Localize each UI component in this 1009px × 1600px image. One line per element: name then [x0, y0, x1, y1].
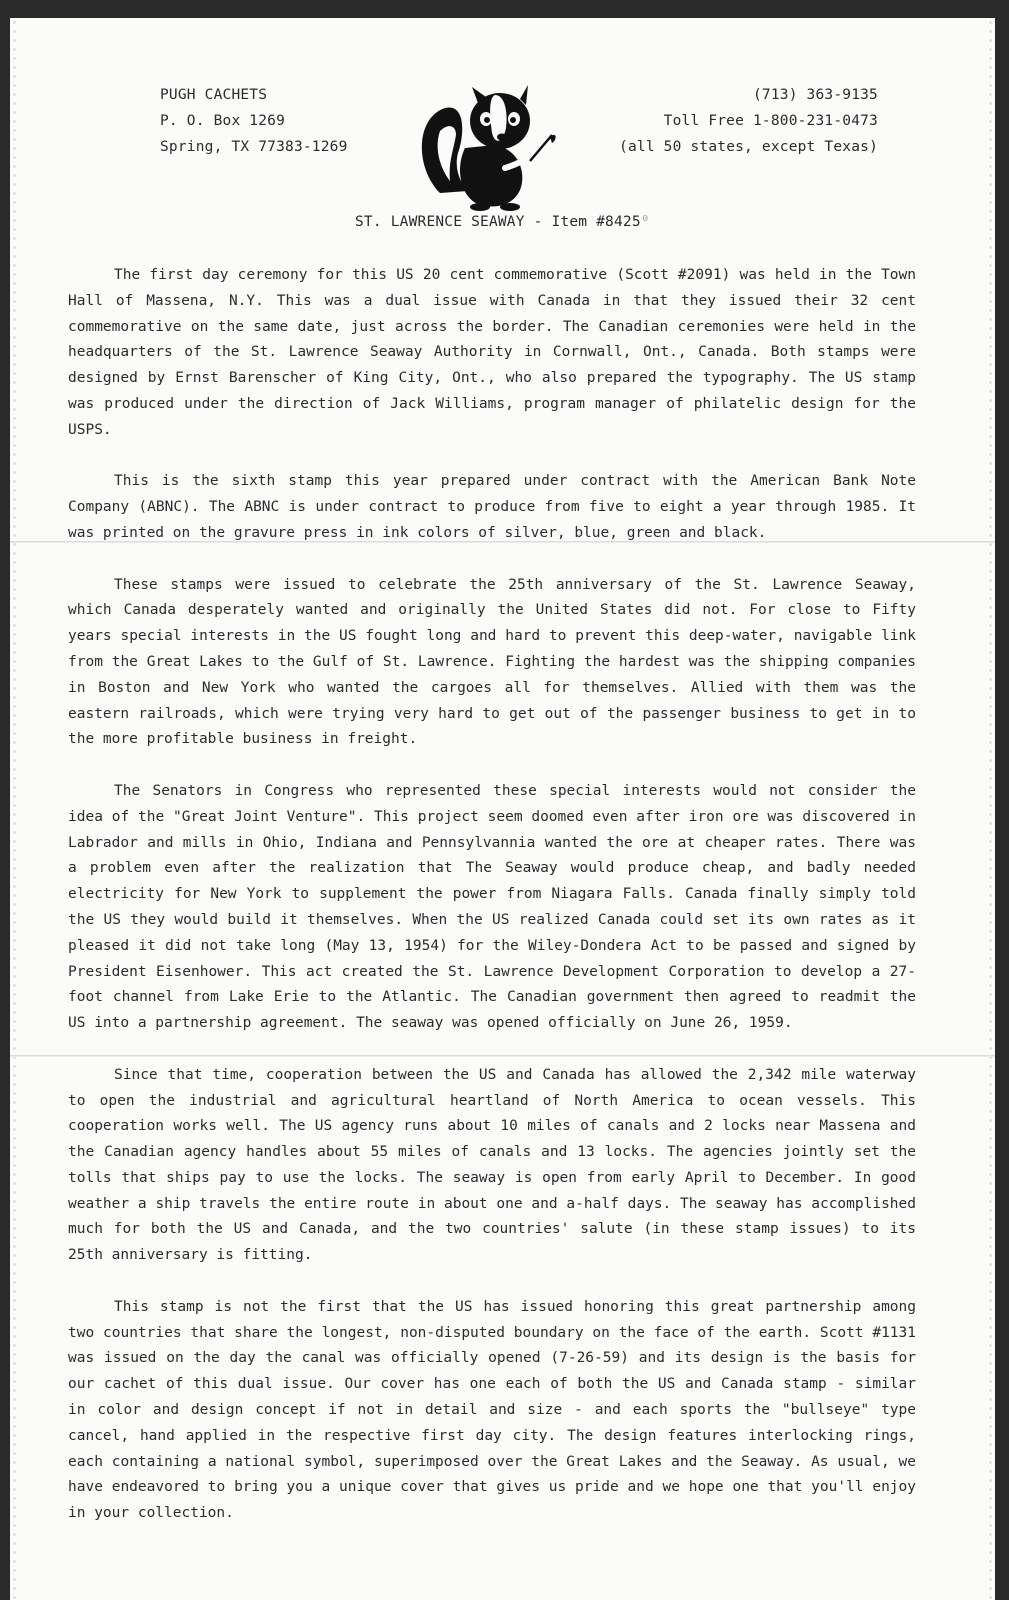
letter-body: [68, 263, 916, 1553]
handwritten-mark: ⁰: [640, 212, 650, 230]
letter-page: [10, 18, 995, 1600]
paragraph: Since that time, cooperation between the US and Canada has allowed the 2,342 mile waterway to open the industrial and agricultural heartland of North America to ocean vessels. This cooperation works well. The US agency runs about 10 miles of canals and 2 locks near Massena and the Canadian agency handles about 55 miles of canals and 13 locks. The agencies jointly set the tolls that ships pay to use the locks. The seaway is open from early April to December. In good weather a ship travels the entire route in about one and a-half days. The seaway has accomplished much for both the US and Canada, and the two countries' salute (in these stamp issues) to its 25th anniversary is fitting.: [68, 1066, 916, 1264]
toll-free-note: (all 50 states, except Texas): [619, 139, 878, 155]
company-address: [160, 82, 348, 160]
right-perforation: [988, 18, 993, 1600]
skunk-logo: [410, 73, 560, 213]
company-name: PUGH CACHETS: [160, 87, 268, 103]
paragraph: This stamp is not the first that the US has issued honoring this great partnership among two countries that share the longest, non-disputed boundary on the face of the earth. Scott #1131 was issued on the day the canal was officially opened (7-26-59) and its design is the basis for our cachet of this dual issue. Our cover has one each of both the US and Canada stamp - similar in color and design concept if not in detail and size - and each sports the "bullseye" type cancel, hand applied in the respective first day city. The design features interlocking rings, each containing a national symbol, superimposed over the Great Lakes and the Seaway. As usual, we have endeavored to bring you a unique cover that gives us pride and we hope one that you'll enjoy in your collection.: [68, 1298, 916, 1522]
paragraph: This is the sixth stamp this year prepared under contract with the American Bank Note Company (ABNC). The ABNC is under contract to produce from five to eight a year through 1985. It was printed on the gravure press in ink colors of silver, blue, green and black.: [68, 473, 916, 541]
title-text: ST. LAWRENCE SEAWAY - Item #8425: [355, 214, 641, 230]
city-state-zip: Spring, TX 77383-1269: [160, 139, 348, 155]
paragraph: The first day ceremony for this US 20 cent commemorative (Scott #2091) was held in the Town Hall of Massena, N.Y. This was a dual issue with Canada in that they issued their 32 cent commemorative on the same date, just across the border. The Canadian ceremonies were held in the headquarters of the St. Lawrence Seaway Authority in Cornwall, Ont., Canada. Both stamps were designed by Ernst Barenscher of King City, Ont., who also prepared the typography. The US stamp was produced under the direction of Jack Williams, program manager of philatelic design for the USPS.: [68, 267, 916, 438]
contact-phones: [619, 82, 878, 160]
toll-free-number: Toll Free 1-800-231-0473: [663, 113, 878, 129]
paragraph: The Senators in Congress who represented these special interests would not consider the idea of the "Great Joint Venture". This project seem doomed even after iron ore was discovered in Labrador and mills in Ohio, Indiana and Pennsylvannia wanted the ore at cheaper rates. There was a problem even after the realization that The Seaway would produce cheap, and badly needed electricity for New York to supplement the power from Niagara Falls. Canada finally simply told the US they would build it themselves. When the US realized Canada could set its own rates as it pleased it did not take long (May 13, 1954) for the Wiley-Dondera Act to be passed and signed by President Eisenhower. This act created the St. Lawrence Development Corporation to develop a 27-foot channel from Lake Erie to the Atlantic. The Canadian government then agreed to readmit the US into a partnership agreement. The seaway was opened officially on June 26, 1959.: [68, 782, 916, 1032]
left-perforation: [12, 18, 17, 1600]
po-box: P. O. Box 1269: [160, 113, 286, 129]
phone-number: (713) 363-9135: [752, 87, 878, 103]
document-title: [10, 212, 995, 230]
paragraph: These stamps were issued to celebrate the 25th anniversary of the St. Lawrence Seaway, which Canada desperately wanted and originally the United States did not. For close to Fifty years special interests in the US fought long and hard to prevent this deep-water, navigable link from the Great Lakes to the Gulf of St. Lawrence. Fighting the hardest was the shipping companies in Boston and New York who wanted the cargoes all for themselves. Allied with them was the eastern railroads, which were trying very hard to get out of the passenger business to get in to the more profitable business in freight.: [68, 576, 916, 748]
